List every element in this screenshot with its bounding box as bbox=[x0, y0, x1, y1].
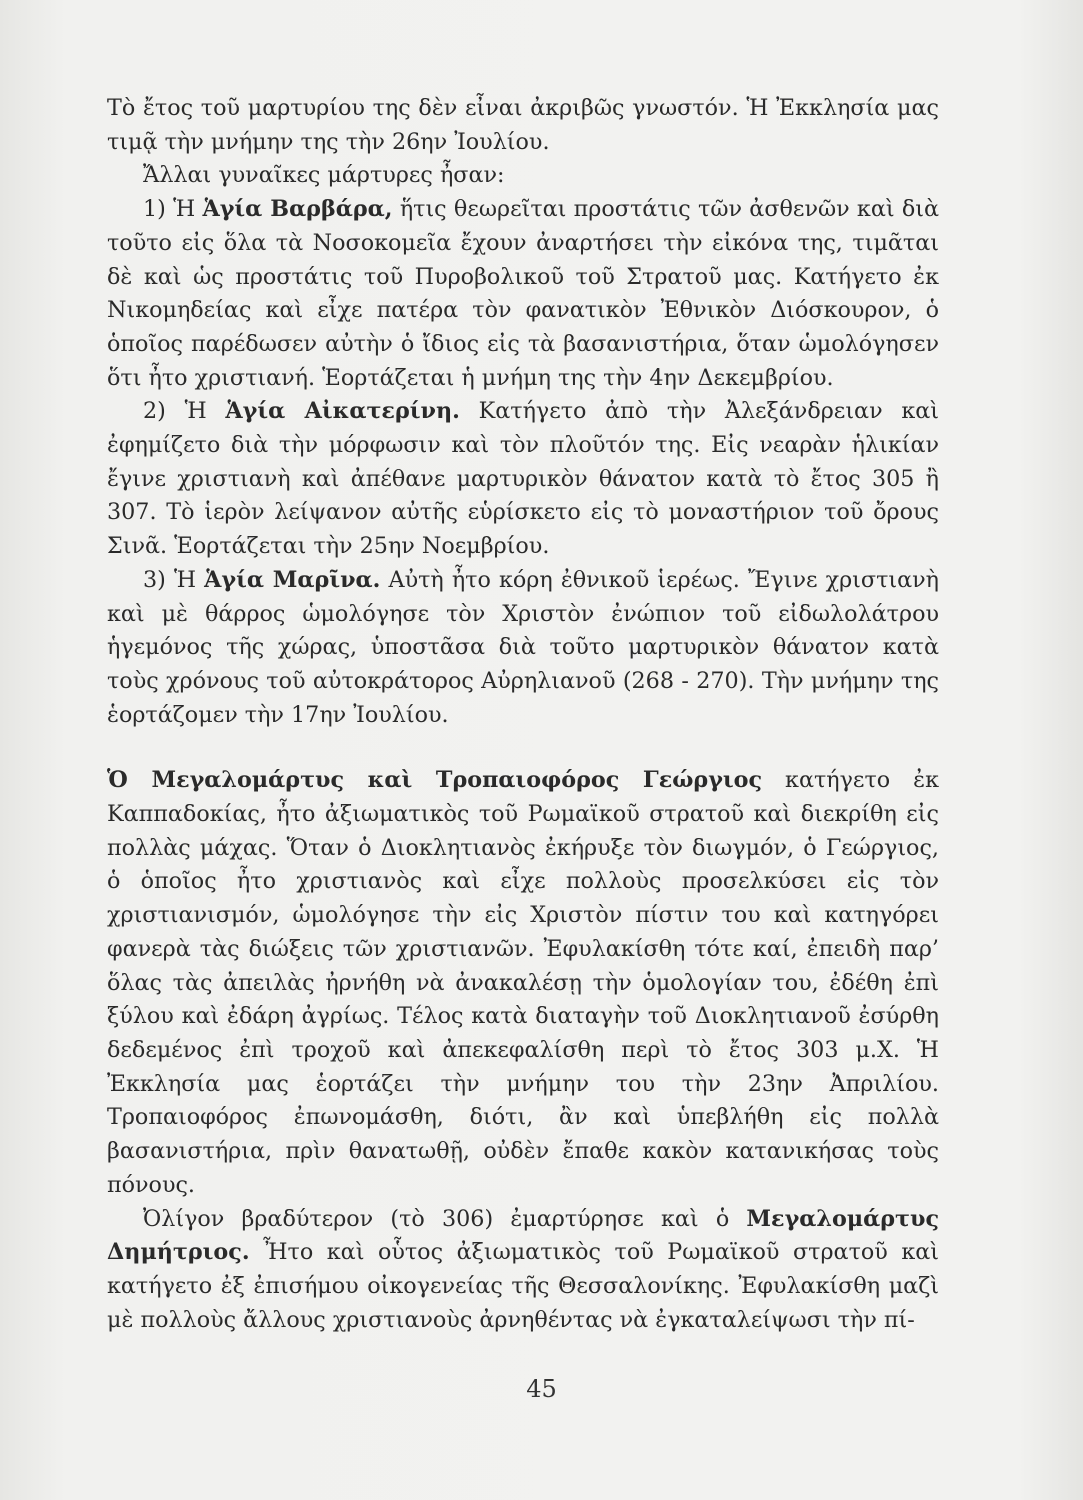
text-span: Κατήγετο ἀπὸ τὴν Ἀλεξάνδρειαν καὶ ἐφημίζετο διὰ τὴν μόρφωσιν καὶ τὸν πλοῦτόν της. Εἰς νεαρὰν ἡλικίαν ἔγινε χριστιανὴ καὶ ἀπέθανε μαρτυρικὸν θάνατον κατὰ τὸ ἔτος 305 ἢ 307. Τὸ ἱερὸν λείψανον αὐτῆς εὑρίσκετο εἰς τὸ μοναστήριον τοῦ ὄρους Σινᾶ. Ἑορτάζεται τὴν 25ην Νοεμβρίου. bbox=[107, 398, 939, 560]
saint-name-bold: Ἁγία Μαρῖνα. bbox=[204, 566, 381, 593]
text-span: κατήγετο ἐκ Καππαδοκίας, ἦτο ἀξιωματικὸς τοῦ Ρωμαϊκοῦ στρατοῦ καὶ διεκρίθη εἰς πολλὰς μάχας. Ὅταν ὁ Διοκλητιανὸς ἐκήρυξε τὸν διωγμόν, ὁ Γεώργιος, ὁ ὁποῖος ἦτο χριστιανὸς καὶ εἶχε πολλοὺς προσελκύσει εἰς τὸν χριστιανισμόν, ὡμολόγησε τὴν εἰς Χριστὸν πίστιν του καὶ κατηγόρει φανερὰ τὰς διώξεις τῶν χριστιανῶν. Ἐφυλακίσθη τότε καί, ἐπειδὴ παρ’ ὅλας τὰς ἀπειλὰς ἠρνήθη νὰ ἀνακαλέσῃ τὴν ὁμολογίαν του, ἐδέθη ἐπὶ ξύλου καὶ ἐδάρη ἀγρίως. Τέλος κατὰ διαταγὴν τοῦ Διοκλητιανοῦ ἐσύρθη δεδεμένος ἐπὶ τροχοῦ καὶ ἀπεκεφαλίσθη περὶ τὸ ἔτος 303 μ.Χ. Ἡ Ἐκκλησία μας ἑορτάζει τὴν μνήμην του τὴν 23ην Ἀπριλίου. Τροπαιοφόρος ἐπωνομάσθη, διότι, ἂν καὶ ὑπεβλήθη εἰς πολλὰ βασανιστήρια, πρὶν θανατωθῇ, οὐδὲν ἔπαθε κακὸν κατανικήσας τοὺς πόνους. bbox=[107, 767, 939, 1198]
text-span: Ὀλίγον βραδύτερον (τὸ 306) ἐμαρτύρησε καὶ ὁ bbox=[143, 1205, 747, 1232]
paragraph bbox=[107, 159, 939, 193]
saint-name-bold: Ἁγία Βαρβάρα, bbox=[202, 196, 393, 223]
text-span: Τὸ ἔτος τοῦ μαρτυρίου της δὲν εἶναι ἀκριβῶς γνωστόν. Ἡ Ἐκκλησία μας τιμᾷ τὴν μνήμην της τὴν 26ην Ἰουλίου. bbox=[107, 95, 939, 155]
paragraph bbox=[107, 193, 939, 395]
saint-name-bold: Μεγαλομάρτυς Δημήτριος. bbox=[107, 1205, 939, 1266]
saint-name-bold: Ἁγία Αἰκατερίνη. bbox=[225, 398, 460, 425]
text-span: Αὐτὴ ἦτο κόρη ἐθνικοῦ ἱερέως. Ἔγινε χριστιανὴ καὶ μὲ θάρρος ὡμολόγησε τὸν Χριστὸν ἐνώπιον τοῦ εἰδωλολάτρου ἡγεμόνος τῆς χώρας, ὑποστᾶσα διὰ τοῦτο μαρτυρικὸν θάνατον κατὰ τοὺς χρόνους τοῦ αὐτοκράτορος Αὐρηλιανοῦ (268 - 270). Τὴν μνήμην της ἑορτάζομεν τὴν 17ην Ἰουλίου. bbox=[107, 566, 939, 728]
text-span: Ἦτο καὶ οὗτος ἀξιωματικὸς τοῦ Ρωμαϊκοῦ στρατοῦ καὶ κατήγετο ἐξ ἐπισήμου οἰκογενείας τῆς Θεσσαλονίκης. Ἐφυλακίσθη μαζὶ μὲ πολλοὺς ἄλλους χριστιανοὺς ἀρνηθέντας νὰ ἐγκαταλείψωσι τὴν πί- bbox=[107, 1239, 939, 1333]
page-number: 45 bbox=[526, 1375, 557, 1403]
paragraph bbox=[107, 764, 939, 1202]
text-span: Ἄλλαι γυναῖκες μάρτυρες ἦσαν: bbox=[143, 162, 505, 189]
saint-name-bold: Ὁ Μεγαλομάρτυς καὶ Τροπαιοφόρος Γεώργιος bbox=[107, 767, 763, 794]
body-text bbox=[107, 92, 939, 1337]
paragraph bbox=[107, 1203, 939, 1338]
paragraph bbox=[107, 564, 939, 733]
text-span: ἥτις θεωρεῖται προστάτις τῶν ἀσθενῶν καὶ διὰ τοῦτο εἰς ὅλα τὰ Νοσοκομεῖα ἔχουν ἀναρτήσει τὴν εἰκόνα της, τιμᾶται δὲ καὶ ὡς προστάτις τοῦ Πυροβολικοῦ τοῦ Στρατοῦ μας. Κατήγετο ἐκ Νικομηδείας καὶ εἶχε πατέρα τὸν φανατικὸν Ἐθνικὸν Διόσκουρον, ὁ ὁποῖος παρέδωσεν αὐτὴν ὁ ἴδιος εἰς τὰ βασανιστήρια, ὅταν ὡμολόγησεν ὅτι ἦτο χριστιανή. Ἑορτάζεται ἡ μνήμη της τὴν 4ην Δεκεμβρίου. bbox=[107, 196, 939, 391]
text-span: 1) Ἡ bbox=[143, 196, 203, 223]
paragraph bbox=[107, 395, 939, 564]
text-span: 3) Ἡ bbox=[143, 566, 205, 593]
text-span: 2) Ἡ bbox=[143, 398, 226, 425]
paragraph bbox=[107, 92, 939, 159]
